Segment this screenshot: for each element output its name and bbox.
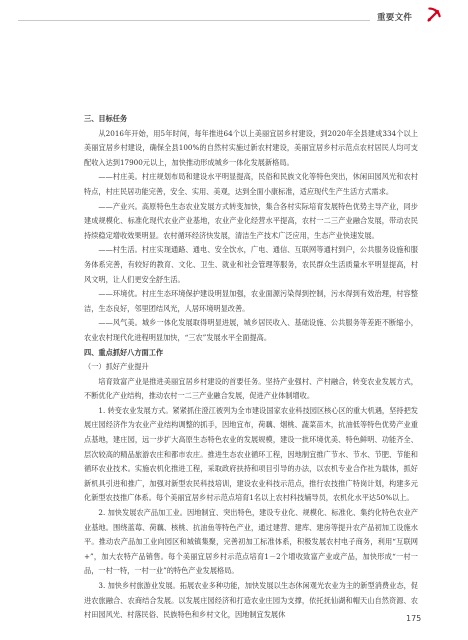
- paragraph-agri-transformation: 1. 转变农业发展方式。紧紧抓住澄江被列为全市建设国家农业科技园区核心区的重大机遇，坚持把发展庄园经济作为农业产业结构调整的抓手，因地宜布，荷藕、烟桃、蔬菜苗木，抗油低等特色优势产业重点基地，建庄园，远一步扩大高原生态特色农业的发展规模，建设一批环境优美、特色鲜明、功能齐全、层次较高的精品旅游农庄和都市农庄。推进生态农业循环工程，因地制宜推广节水、节水、节肥、节能和循环农业技术。实施农机化推进工程，采取政府扶持和项目引导的办法，以农机专业合作社为载体，抓好新机具引进和推广，加强对新型农民科技培训，建设农业科技示范点，推行农技推广特岗计划，构建多元化新型农技推广体系。每个美丽宜居乡村示范点培育1名以上农村科技辅导员，农机化水平达50%以上。: [84, 405, 418, 503]
- paragraph-processing-industry: 2. 加快发展农产品加工业。因地制宜、突出特色，建设专业化、规模化、标准化、集约化特色农业产业基地。围绕蓝莓、荷藕、核桃、抗油鱼等特色产业，通过建营、建库、建房等提升农产品初加工设施水平。推动农产品加工业向园区和城镇集聚，完善初加工标准体系，积极发展农村电子商务，利用“互联网+”，加大农特产品销售。每个美丽宜居乡村示范点培育1－2个增收致富产业或产品，加快形成“一村一品，一村一特，一村一业”的特色产业发展格局。: [84, 508, 418, 576]
- section-heading-goals: 三、目标任务: [84, 114, 128, 123]
- page-number: 175: [406, 614, 422, 623]
- paragraph-social-atmosphere: ——风气美。城乡一体化发展取得明显进展，城乡居民收入、基础设施、公共服务等差距不断缩小，农业农村现代化进程明显加快，“三农”发展水平全面提高。: [84, 318, 418, 342]
- section-heading-key-work: 四、重点抓好八方面工作: [84, 347, 164, 357]
- party-emblem-icon: [426, 6, 443, 23]
- paragraph-goals-overview: 从2016年开始，用5年时间，每年推进64个以上美丽宜居乡村建设，到2020年全县建成334个以上美丽宜居乡村建设，确保全县100%的自然村实施过新农村建设，美丽宜居乡村示范点农村居民人均可支配收入达到17900元以上，加快推动形成城乡一体化发展新格局。: [84, 128, 418, 167]
- paragraph-rural-tourism: 3. 加快乡村旅游业发展。拓展农业多种功能，加快发展以生态休闲观光农业为主的新型消费业态，促进农旅融合、农商结合发展。以发展庄园经济和打造农业庄园为支撑，依托抚仙湖和帽天山自然资源、农村田园风光、村落民俗、民族特色和乡村文化，因地制宜发展休: [84, 581, 418, 620]
- paragraph-village-life: ——村生活。村庄实现通路、通电、安全饮水，广电、通信、互联网等通村到户，公共服务设施和服务体系完善，有较好的教育、文化、卫生、就业和社会管理等服务，农民群众生活质量水平明显提高，村风文明，让人们更安全舒生活。: [84, 245, 418, 284]
- paragraph-environment: ——环境优。村庄生态环境保护建设明显加强，农业面源污染得到控制，污水得到有效治理，村容整洁，生态良好，邻里团结风光，人居环境明显改善。: [84, 289, 418, 313]
- running-header-title: 重要文件: [377, 13, 413, 23]
- paragraph-village-beauty: ——村庄美。村庄规划布局和建设水平明显提高，民俗和民族文化等特色突出，休闲田园风光和农村特点，村庄民居功能完善，安全、实用、美观，达到全面小康标准，适应现代生产生活方式需求。: [84, 172, 418, 196]
- paragraph-industry-intro: 培育致富产业是推进美丽宜居乡村建设的首要任务。坚持产业强村、产村融合，转变农业发展方式，不断优化产业结构，推动农村一二三产业融合发展，促进产业体制增收。: [84, 376, 418, 401]
- paragraph-industry-prosperity: ——产业兴。高原特色生态农业发展方式转变加快，集合各村实际培育发展特色优势主导产业，同步建成规模化、标准化现代农业产业基地，农业产业化经营水平提高，农村一二三产业融合发展，带动农民持续稳定增收效果明显。农村循环经济快发展，清洁生产技术广泛应用，生态产业快速发展。: [84, 201, 418, 240]
- document-body: [84, 112, 418, 623]
- header-rule: [18, 20, 370, 21]
- subsection-heading-industry: （一）抓好产业提升: [84, 362, 149, 372]
